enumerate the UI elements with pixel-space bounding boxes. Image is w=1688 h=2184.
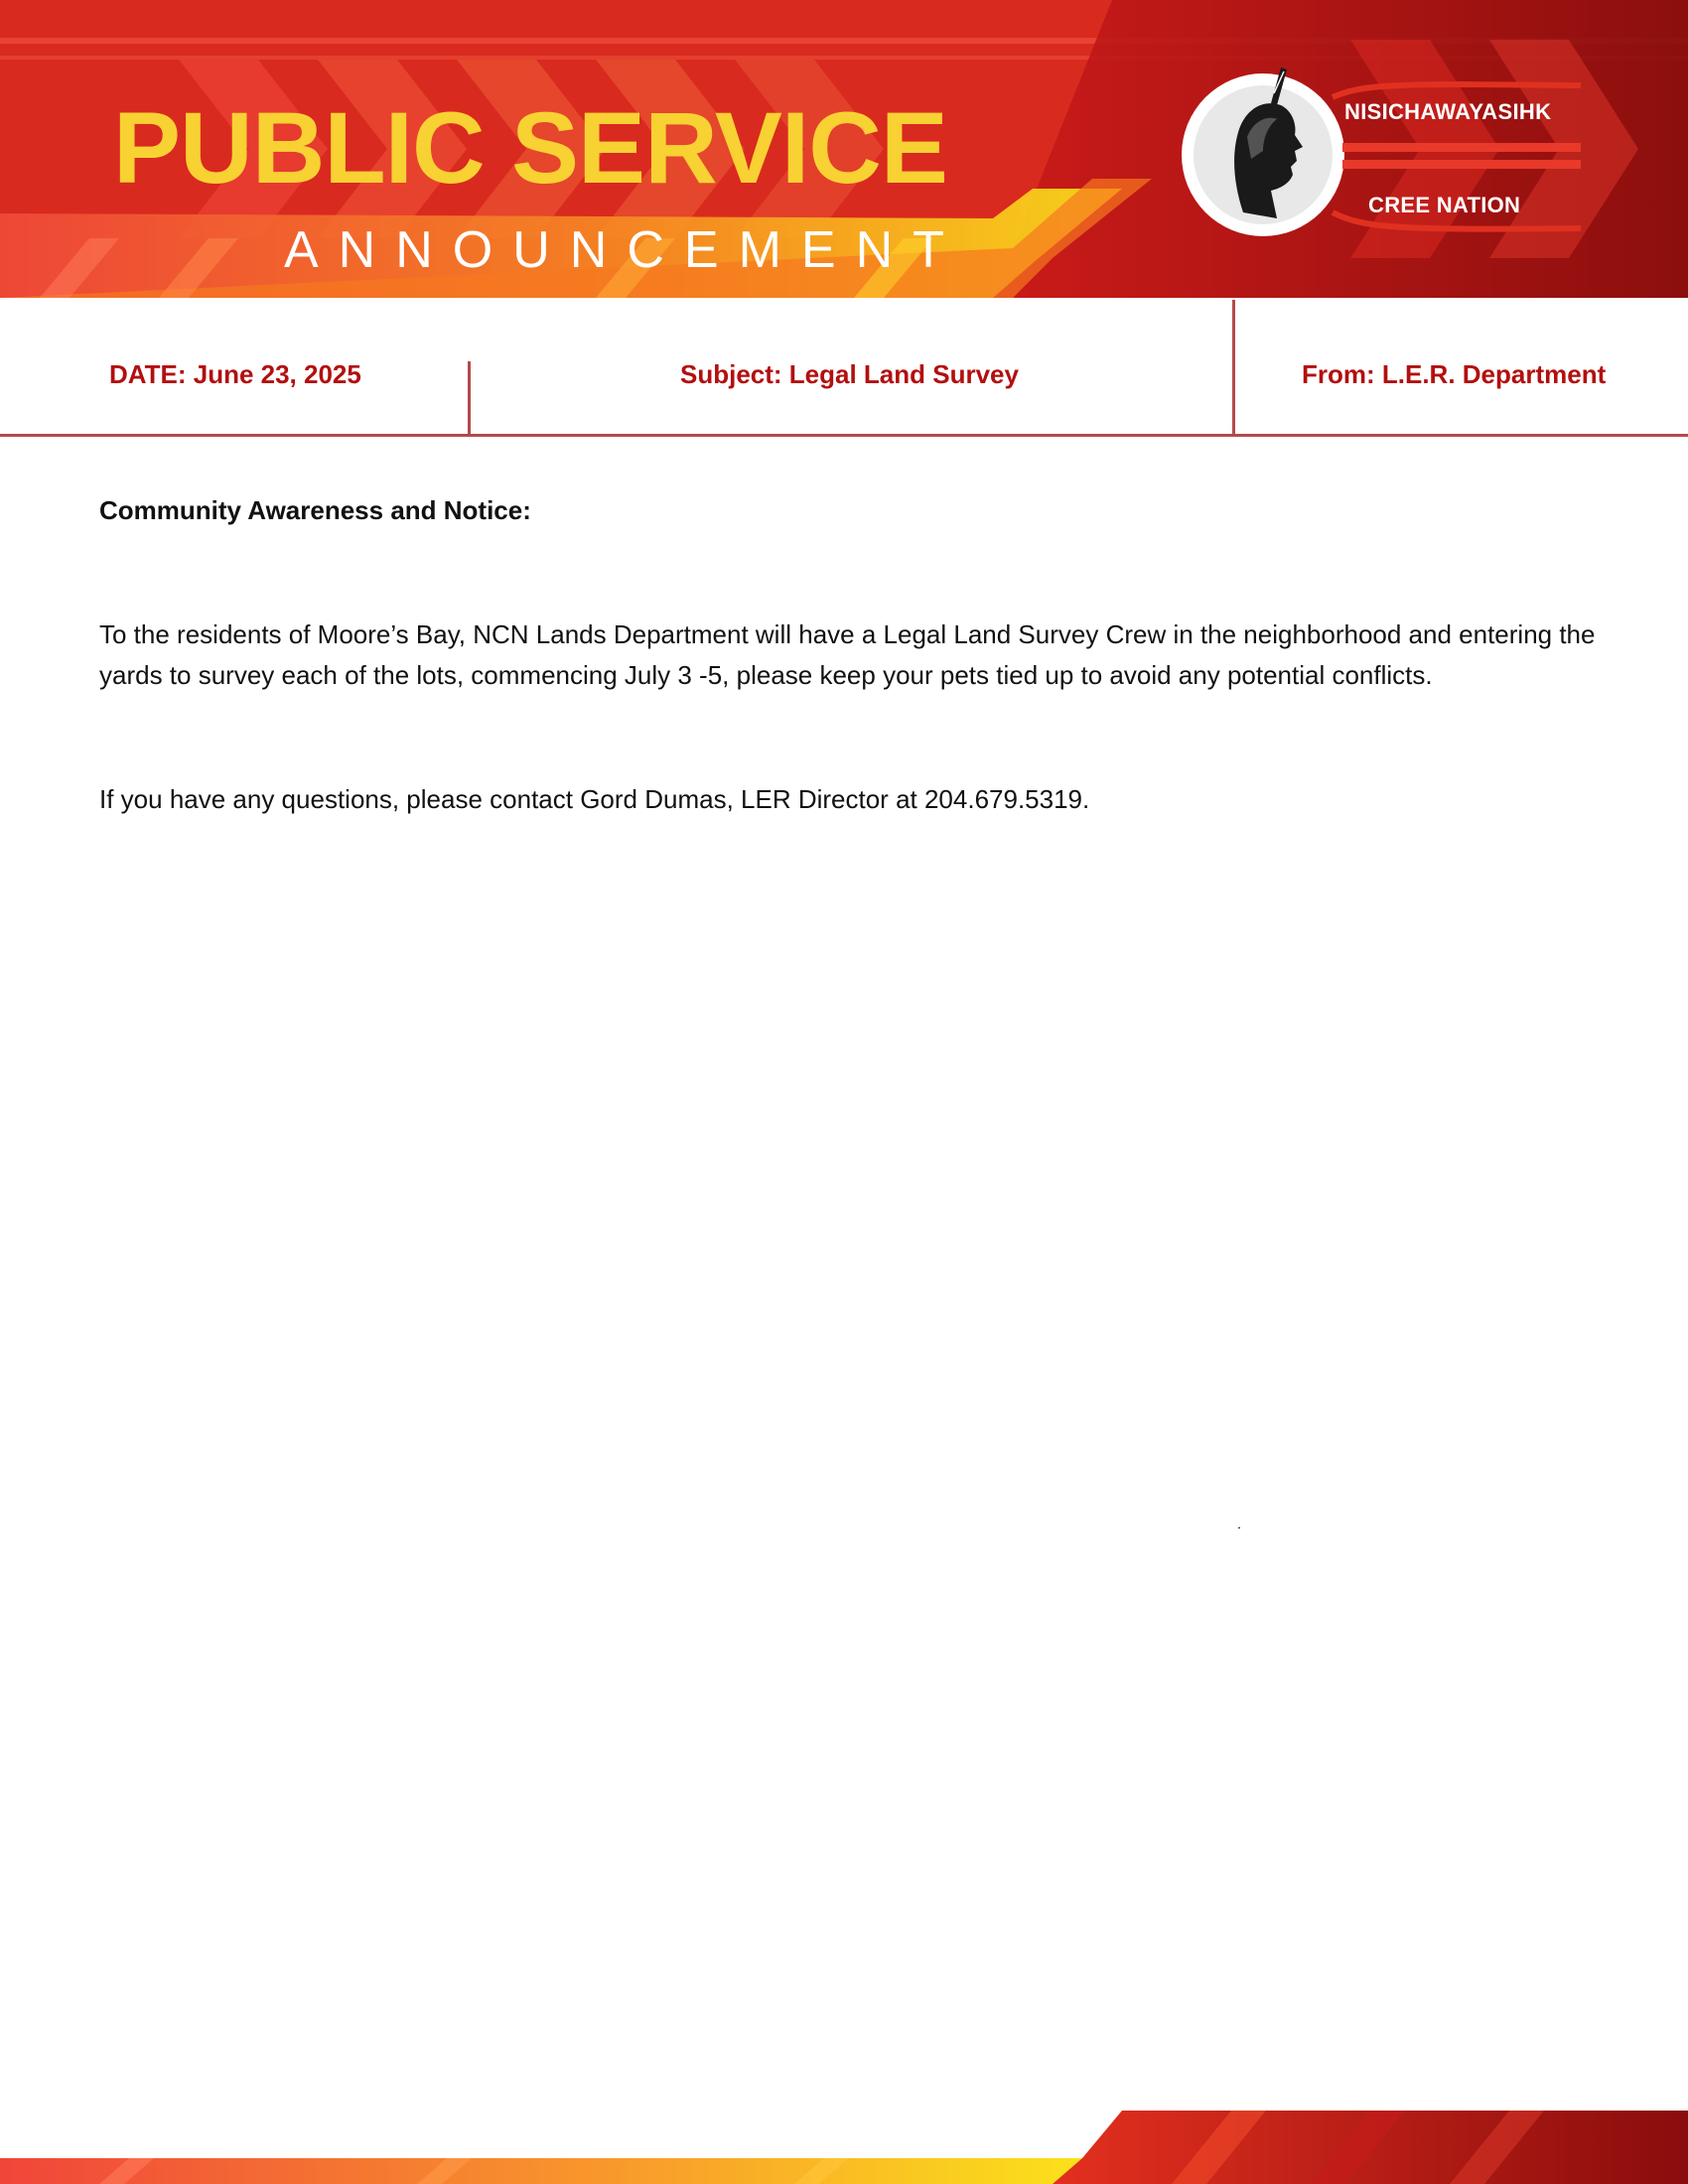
info-divider (1232, 300, 1235, 437)
contact-paragraph: If you have any questions, please contact Gord Dumas, LER Director at 204.679.5319. (99, 784, 1090, 814)
notice-heading: Community Awareness and Notice: (99, 495, 531, 525)
notice-paragraph: To the residents of Moore’s Bay, NCN Lands Department will have a Legal Land Survey Crew in the neighborhood and entering the yards to survey each of the lots, commencing July 3 -5, please keep your pets tied up to avoid any potential conflicts. (99, 619, 1596, 690)
footer-stripe-pattern (0, 2111, 1688, 2184)
info-bottom-rule (0, 434, 1688, 437)
logo-name-top: NISICHAWAYASIHK (1344, 99, 1552, 124)
date-label: DATE: June 23, 2025 (109, 359, 361, 389)
info-divider (468, 361, 471, 437)
from-label: From: L.E.R. Department (1302, 359, 1607, 389)
announcement-subtitle: ANNOUNCEMENT (284, 221, 964, 279)
header-banner (0, 0, 1688, 298)
logo-name-bottom: CREE NATION (1368, 193, 1521, 217)
footer-band (0, 2111, 1688, 2184)
announcement-title: PUBLIC SERVICE (113, 91, 947, 205)
subject-label: Subject: Legal Land Survey (680, 359, 1019, 389)
chief-profile-emblem-icon (1182, 68, 1344, 236)
notice-content (99, 490, 1609, 820)
stray-mark (1238, 1527, 1240, 1529)
cree-nation-logo (1174, 64, 1581, 252)
info-bar (0, 298, 1688, 437)
